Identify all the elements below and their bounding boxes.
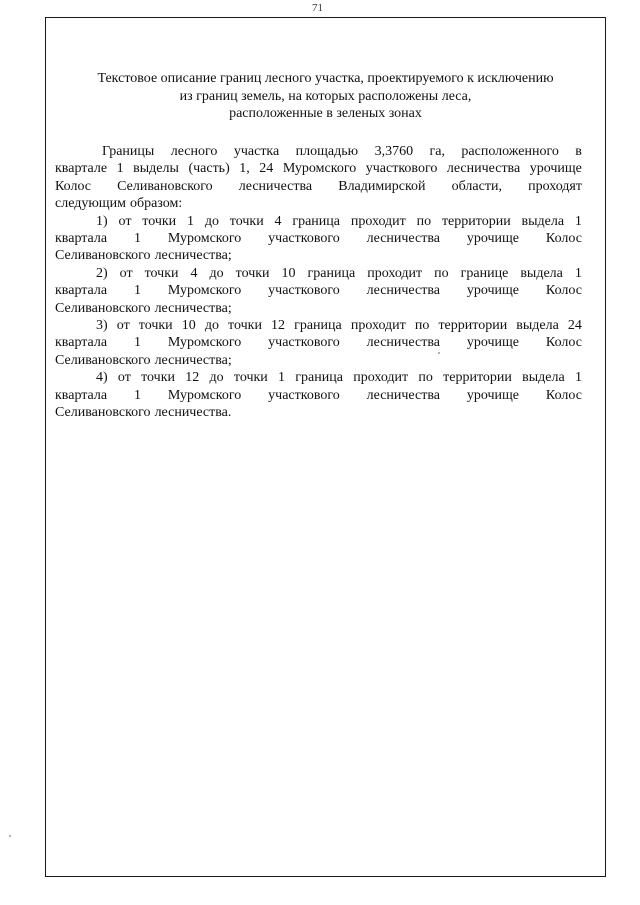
word: территории	[443, 370, 512, 386]
word: участкового	[268, 335, 340, 351]
word: территории	[441, 213, 511, 229]
word: Колос	[545, 283, 582, 299]
word: участкового	[268, 283, 340, 299]
word: Муромского	[167, 231, 242, 247]
text-line	[55, 300, 582, 317]
word: от	[116, 318, 130, 334]
word: по	[418, 370, 433, 386]
word: точки	[228, 318, 262, 334]
text-line	[55, 143, 582, 160]
word: от	[117, 370, 131, 386]
word: участкового	[268, 387, 340, 403]
word: Колос	[545, 335, 582, 351]
scan-speck	[9, 835, 11, 837]
word: по	[416, 213, 432, 229]
word: Селивановского	[55, 248, 151, 264]
word: 10	[181, 318, 196, 334]
word: 1	[116, 161, 124, 177]
word: точки	[142, 213, 177, 229]
word: га,	[429, 144, 445, 159]
word: Селивановского	[55, 352, 151, 368]
word: урочище	[466, 387, 520, 403]
word: точки	[233, 370, 268, 386]
word: 3)	[96, 318, 108, 334]
text-line	[55, 334, 582, 351]
word: 1	[278, 370, 286, 386]
word: Муромского	[167, 283, 242, 299]
word: 1	[133, 231, 141, 247]
word: 1	[133, 387, 141, 403]
document-body	[55, 143, 582, 422]
word: проходит	[367, 265, 423, 281]
word: до	[209, 265, 224, 281]
word: 1,	[239, 161, 250, 177]
word: до	[209, 370, 224, 386]
word: проходит	[353, 370, 409, 386]
text-line	[55, 213, 582, 230]
word: до	[204, 213, 219, 229]
word: Колос	[545, 387, 582, 403]
text-line	[55, 282, 582, 299]
word: территории	[438, 318, 508, 334]
text-line	[55, 317, 582, 334]
word: Селивановского	[55, 300, 151, 316]
intro-paragraph	[55, 143, 582, 213]
word: Границы	[102, 144, 155, 159]
word: Владимирской	[338, 178, 426, 194]
word: квартале	[55, 161, 108, 177]
boundary-item	[55, 317, 582, 369]
word: лесничества;	[154, 248, 232, 264]
text-line	[55, 404, 582, 421]
word: граница	[295, 370, 343, 386]
title-line: Текстовое описание границ лесного участка, проектируемого к исключению	[97, 71, 554, 86]
boundary-item	[55, 265, 582, 317]
word: 4	[274, 213, 282, 229]
word: выделы	[133, 161, 179, 177]
word: выдела	[516, 318, 559, 334]
word: точки	[235, 265, 270, 281]
word: в	[575, 144, 582, 159]
word: от	[119, 265, 133, 281]
word: урочище	[466, 231, 520, 247]
word: участка	[233, 144, 280, 159]
text-line	[55, 178, 582, 195]
word: по	[414, 318, 430, 334]
word: 1)	[96, 213, 108, 229]
word: 1	[187, 213, 194, 229]
word: точки	[141, 370, 176, 386]
word: лесничества	[366, 387, 440, 403]
word: следующим	[55, 196, 126, 212]
text-line	[55, 160, 582, 177]
title-line: из границ земель, на которых расположены леса,	[179, 88, 472, 104]
word: площадью	[295, 144, 359, 159]
word: 1	[574, 370, 582, 386]
word: участкового	[365, 161, 438, 177]
word: 1	[133, 283, 141, 299]
word: 10	[281, 265, 296, 281]
word: области,	[451, 178, 502, 194]
word: лесничества	[238, 178, 313, 194]
word: точки	[144, 265, 179, 281]
text-line	[55, 387, 582, 404]
word: лесничества;	[154, 352, 232, 368]
page-number: 71	[312, 2, 323, 14]
word: Муромского	[167, 335, 242, 351]
boundary-item	[55, 213, 582, 265]
word: 1	[574, 265, 582, 281]
word: выдела	[522, 370, 565, 386]
word: урочище	[466, 335, 520, 351]
word: Селивановского	[117, 178, 213, 194]
text-line	[55, 195, 582, 212]
word: квартала	[55, 283, 108, 299]
word: 3,3760	[374, 144, 414, 159]
text-line	[55, 230, 582, 247]
word: 4	[190, 265, 198, 281]
word: от	[118, 213, 132, 229]
word: лесничества	[366, 231, 440, 247]
word: лесного	[170, 144, 218, 159]
word: лесничества	[366, 335, 440, 351]
word: по	[434, 265, 449, 281]
word: проходят	[528, 178, 582, 194]
word: образом:	[129, 196, 183, 212]
word: Муромского	[167, 387, 242, 403]
word: выдела	[520, 265, 563, 281]
word: точки	[229, 213, 264, 229]
word: квартала	[55, 387, 108, 403]
title-line: расположенные в зеленых зонах	[229, 106, 422, 121]
document-title	[45, 70, 606, 123]
text-line	[55, 265, 582, 282]
word: (часть)	[188, 161, 230, 177]
word: 12	[271, 318, 286, 334]
scan-speck	[438, 352, 440, 354]
boundary-item	[55, 369, 582, 421]
word: граница	[292, 213, 340, 229]
word: участкового	[268, 231, 340, 247]
word: граница	[307, 265, 356, 281]
word: 24	[259, 161, 274, 177]
word: граница	[294, 318, 342, 334]
word: лесничества	[446, 161, 521, 177]
word: Муромского	[282, 161, 357, 177]
word: проходит	[350, 318, 406, 334]
word: до	[204, 318, 219, 334]
word: 4)	[96, 370, 108, 386]
word: лесничества.	[154, 405, 232, 421]
word: 1	[574, 213, 582, 229]
word: Колос	[55, 178, 92, 194]
word: Колос	[545, 231, 582, 247]
word: 12	[185, 370, 200, 386]
word: 2)	[96, 265, 108, 281]
text-line	[55, 352, 582, 369]
word: выдела	[521, 213, 565, 229]
word: квартала	[55, 231, 108, 247]
word: проходит	[350, 213, 406, 229]
word: границе	[460, 265, 509, 281]
text-line	[55, 247, 582, 264]
word: расположенного	[461, 144, 559, 159]
word: лесничества	[366, 283, 440, 299]
word: Селивановского	[55, 405, 151, 421]
word: 24	[567, 318, 582, 334]
word: квартала	[55, 335, 108, 351]
word: урочище	[529, 161, 582, 177]
word: урочище	[466, 283, 520, 299]
text-line	[55, 369, 582, 386]
word: лесничества;	[154, 300, 232, 316]
word: 1	[133, 335, 141, 351]
word: точки	[138, 318, 173, 334]
